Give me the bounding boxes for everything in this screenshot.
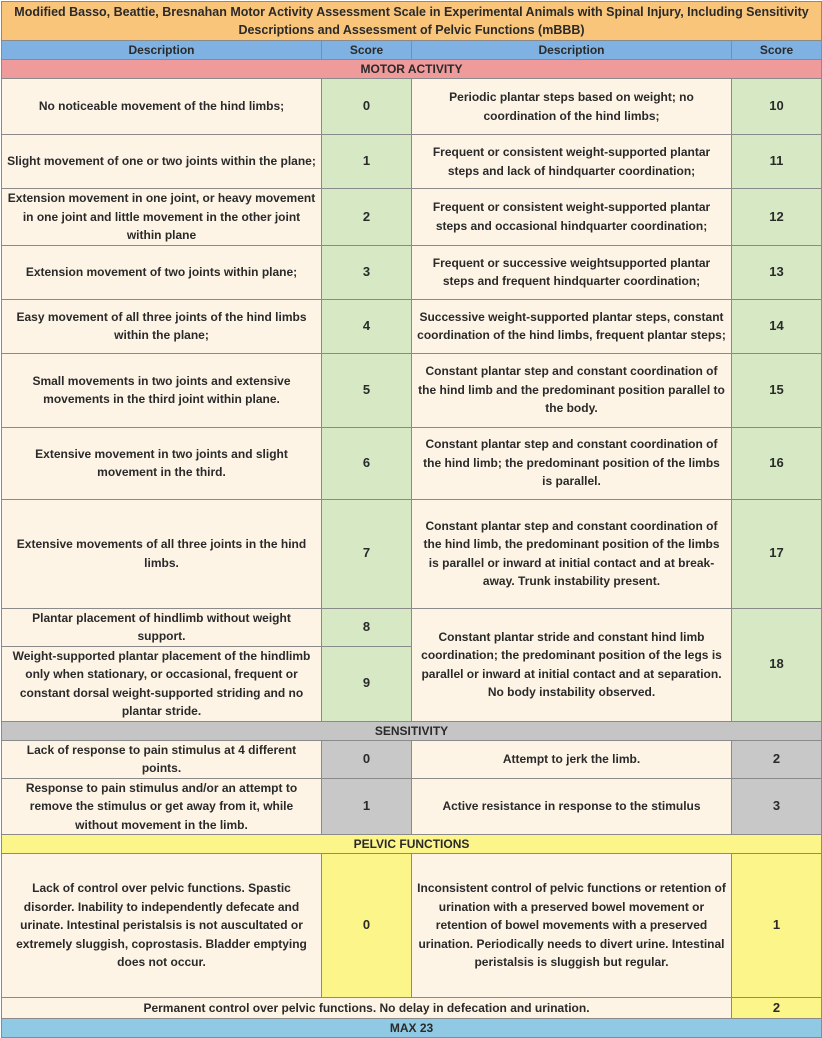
description-cell: Small movements in two joints and extensive movements in the third joint within plane. <box>2 353 322 427</box>
description-cell: Permanent control over pelvic functions. No delay in defecation and urination. <box>2 998 732 1019</box>
table-row <box>2 998 822 1019</box>
description-cell: Weight-supported plantar placement of the hindlimb only when stationary, or occasional, frequent or constant dorsal weight-supported striding and no plantar stride. <box>2 646 322 721</box>
description-cell: Frequent or successive weightsupported plantar steps and frequent hindquarter coordination; <box>412 245 732 299</box>
description-cell: Constant plantar step and constant coordination of the hind limb, the predominant position of the limbs is parallel or inward at initial contact and at break-away. Trunk instability present. <box>412 499 732 608</box>
description-cell: Constant plantar step and constant coordination of the hind limb and the predominant position parallel to the body. <box>412 353 732 427</box>
description-cell: Easy movement of all three joints of the hind limbs within the plane; <box>2 299 322 353</box>
score-cell: 2 <box>732 740 822 778</box>
table-row <box>2 245 822 299</box>
table-row <box>2 189 822 246</box>
score-cell: 9 <box>322 646 412 721</box>
table-row <box>2 79 822 135</box>
table-row <box>2 778 822 835</box>
score-cell: 2 <box>322 189 412 246</box>
max-score-label: MAX 23 <box>2 1019 822 1038</box>
score-cell: 4 <box>322 299 412 353</box>
score-cell: 11 <box>732 135 822 189</box>
score-cell: 18 <box>732 608 822 721</box>
description-cell: Extensive movements of all three joints in the hind limbs. <box>2 499 322 608</box>
header-description: Description <box>412 41 732 60</box>
description-cell: Constant plantar step and constant coordination of the hind limb; the predominant position of the limbs is parallel. <box>412 427 732 499</box>
table-row <box>2 608 822 646</box>
description-cell: Lack of response to pain stimulus at 4 different points. <box>2 740 322 778</box>
section-sensitivity <box>2 721 822 740</box>
table-row <box>2 427 822 499</box>
score-cell: 3 <box>732 778 822 835</box>
section-pelvic-functions <box>2 835 822 854</box>
section-label: PELVIC FUNCTIONS <box>2 835 822 854</box>
description-cell: Plantar placement of hindlimb without weight support. <box>2 608 322 646</box>
score-cell: 1 <box>322 778 412 835</box>
score-cell: 14 <box>732 299 822 353</box>
description-cell: Extensive movement in two joints and slight movement in the third. <box>2 427 322 499</box>
description-cell: Frequent or consistent weight-supported plantar steps and occasional hindquarter coordination; <box>412 189 732 246</box>
score-cell: 6 <box>322 427 412 499</box>
table-row <box>2 854 822 998</box>
header-score: Score <box>322 41 412 60</box>
description-cell: No noticeable movement of the hind limbs; <box>2 79 322 135</box>
header-row <box>2 41 822 60</box>
score-cell: 0 <box>322 740 412 778</box>
max-row <box>2 1019 822 1038</box>
description-cell: Response to pain stimulus and/or an attempt to remove the stimulus or get away from it, while without movement in the limb. <box>2 778 322 835</box>
score-cell: 16 <box>732 427 822 499</box>
description-cell: Periodic plantar steps based on weight; no coordination of the hind limbs; <box>412 79 732 135</box>
description-cell: Slight movement of one or two joints within the plane; <box>2 135 322 189</box>
section-motor-activity <box>2 60 822 79</box>
header-description: Description <box>2 41 322 60</box>
description-cell: Frequent or consistent weight-supported plantar steps and lack of hindquarter coordination; <box>412 135 732 189</box>
score-cell: 10 <box>732 79 822 135</box>
table-row <box>2 299 822 353</box>
description-cell: Extension movement of two joints within plane; <box>2 245 322 299</box>
title-row <box>2 2 822 41</box>
score-cell: 13 <box>732 245 822 299</box>
score-cell: 15 <box>732 353 822 427</box>
description-cell: Successive weight-supported plantar steps, constant coordination of the hind limbs, frequent plantar steps; <box>412 299 732 353</box>
table-row <box>2 499 822 608</box>
table-row <box>2 740 822 778</box>
score-cell: 1 <box>322 135 412 189</box>
description-cell: Lack of control over pelvic functions. Spastic disorder. Inability to independently defecate and urinate. Intestinal peristalsis is not auscultated or extremely sluggish, coprostasis. Bladder emptying does not occur. <box>2 854 322 998</box>
description-cell: Active resistance in response to the stimulus <box>412 778 732 835</box>
table-title: Modified Basso, Beattie, Bresnahan Motor Activity Assessment Scale in Experimental Animals with Spinal Injury, Including Sensitivity Descriptions and Assessment of Pelvic Functions (mBBB) <box>2 2 822 41</box>
header-score: Score <box>732 41 822 60</box>
score-cell: 1 <box>732 854 822 998</box>
score-cell: 8 <box>322 608 412 646</box>
table-row <box>2 353 822 427</box>
description-cell: Attempt to jerk the limb. <box>412 740 732 778</box>
score-cell: 17 <box>732 499 822 608</box>
score-cell: 3 <box>322 245 412 299</box>
score-cell: 7 <box>322 499 412 608</box>
score-cell: 0 <box>322 854 412 998</box>
mbbb-scale-table <box>1 1 822 1038</box>
section-label: SENSITIVITY <box>2 721 822 740</box>
score-cell: 12 <box>732 189 822 246</box>
score-cell: 5 <box>322 353 412 427</box>
score-cell: 2 <box>732 998 822 1019</box>
description-cell: Constant plantar stride and constant hind limb coordination; the predominant position of the legs is parallel or inward at initial contact and at separation. No body instability observed. <box>412 608 732 721</box>
table-row <box>2 135 822 189</box>
score-cell: 0 <box>322 79 412 135</box>
section-label: MOTOR ACTIVITY <box>2 60 822 79</box>
description-cell: Inconsistent control of pelvic functions or retention of urination with a preserved bowel movement or retention of bowel movements with a preserved urination. Periodically needs to divert urine. Intestinal peristalsis is sluggish but regular. <box>412 854 732 998</box>
description-cell: Extension movement in one joint, or heavy movement in one joint and little movement in the other joint within plane <box>2 189 322 246</box>
